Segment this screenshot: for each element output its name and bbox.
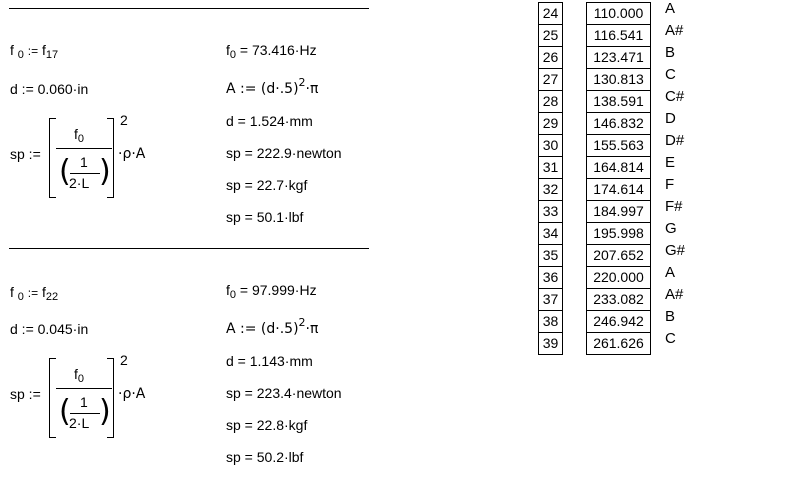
- block-separator-top: [9, 8, 369, 9]
- area-definition[interactable]: A := $(d\cdot.5)^2\cdot\pi$: [226, 76, 319, 97]
- fraction-numerator: $f_0$: [74, 126, 85, 145]
- note-name-label: F#: [665, 198, 683, 215]
- tension-formula[interactable]: sp := $f_0$ ( 1 2·L ) 2 ·ρ·A: [10, 118, 170, 198]
- note-name-label: G#: [665, 242, 686, 259]
- key-index-cell: 33: [538, 200, 563, 223]
- diameter-result-mm: d = 1.524·mm: [226, 113, 313, 129]
- frequency-cell: 184.997: [586, 200, 651, 223]
- frequency-cell: 195.998: [586, 222, 651, 245]
- frequency-cell: 261.626: [586, 332, 651, 355]
- right-bracket: [107, 358, 114, 438]
- inner-fraction-bar: [70, 173, 100, 174]
- tension-formula[interactable]: sp := $f_0$ ( 1 2·L ) 2 ·ρ·A: [10, 358, 170, 438]
- right-paren: ): [99, 154, 111, 189]
- f0-result: $f_0 = 97.999\cdot Hz$: [226, 282, 317, 301]
- frequency-cell: 138.591: [586, 90, 651, 113]
- key-index-cell: 26: [538, 46, 563, 69]
- diameter-definition[interactable]: d := 0.060·in: [10, 81, 89, 97]
- frequency-cell: 146.832: [586, 112, 651, 135]
- key-index-cell: 36: [538, 266, 563, 289]
- key-index-cell: 34: [538, 222, 563, 245]
- f0-definition[interactable]: f $_0$ := $f_{17}$: [10, 42, 59, 61]
- tension-result-newton: sp = 222.9·newton: [226, 145, 342, 161]
- fraction-numerator: $f_0$: [74, 366, 85, 385]
- tension-result-newton: sp = 223.4·newton: [226, 385, 342, 401]
- frequency-cell: 155.563: [586, 134, 651, 157]
- diameter-definition[interactable]: d := 0.045·in: [10, 321, 89, 337]
- fraction-bar: [56, 388, 112, 389]
- diameter-result-mm: d = 1.143·mm: [226, 353, 313, 369]
- note-name-label: C: [665, 330, 676, 347]
- frequency-cell: 110.000: [586, 2, 651, 25]
- note-name-label: A: [665, 264, 676, 281]
- frequency-cell: 174.614: [586, 178, 651, 201]
- frequency-cell: 164.814: [586, 156, 651, 179]
- right-bracket: [107, 118, 114, 198]
- note-name-label: C: [665, 66, 676, 83]
- note-name-label: B: [665, 44, 676, 61]
- note-name-label: C#: [665, 88, 685, 105]
- key-index-cell: 38: [538, 310, 563, 333]
- frequency-cell: 123.471: [586, 46, 651, 69]
- tension-result-kgf: sp = 22.8·kgf: [226, 417, 308, 433]
- key-index-cell: 30: [538, 134, 563, 157]
- left-paren: (: [59, 394, 71, 429]
- f0-definition[interactable]: f $_0$ := $f_{22}$: [10, 284, 59, 303]
- note-name-label: A: [665, 0, 676, 17]
- note-name-label: D#: [665, 132, 685, 149]
- right-paren: ): [99, 394, 111, 429]
- key-index-cell: 25: [538, 24, 563, 47]
- key-index-cell: 31: [538, 156, 563, 179]
- note-name-label: G: [665, 220, 677, 237]
- f0-result: $f_0 = 73.416\cdot Hz$: [226, 42, 317, 61]
- frequency-cell: 220.000: [586, 266, 651, 289]
- area-definition[interactable]: A := $(d\cdot.5)^2\cdot\pi$: [226, 316, 319, 337]
- frequency-cell: 130.813: [586, 68, 651, 91]
- left-paren: (: [59, 154, 71, 189]
- key-index-cell: 39: [538, 332, 563, 355]
- note-name-label: D: [665, 110, 676, 127]
- frequency-cell: 233.082: [586, 288, 651, 311]
- key-index-cell: 24: [538, 2, 563, 25]
- left-bracket: [49, 358, 56, 438]
- tension-result-kgf: sp = 22.7·kgf: [226, 177, 308, 193]
- note-name-label: A#: [665, 22, 684, 39]
- frequency-cell: 116.541: [586, 24, 651, 47]
- key-index-cell: 37: [538, 288, 563, 311]
- note-name-label: B: [665, 308, 676, 325]
- fraction-bar: [56, 148, 112, 149]
- note-name-label: F: [665, 176, 675, 193]
- key-index-cell: 28: [538, 90, 563, 113]
- tension-result-lbf: sp = 50.2·lbf: [226, 449, 304, 465]
- tension-result-lbf: sp = 50.1·lbf: [226, 209, 304, 225]
- key-index-cell: 29: [538, 112, 563, 135]
- key-index-cell: 35: [538, 244, 563, 267]
- note-name-label: A#: [665, 286, 684, 303]
- key-index-cell: 32: [538, 178, 563, 201]
- inner-fraction-bar: [70, 413, 100, 414]
- left-bracket: [49, 118, 56, 198]
- key-index-cell: 27: [538, 68, 563, 91]
- frequency-cell: 207.652: [586, 244, 651, 267]
- frequency-cell: 246.942: [586, 310, 651, 333]
- note-name-label: E: [665, 154, 676, 171]
- block-separator-middle: [9, 248, 369, 249]
